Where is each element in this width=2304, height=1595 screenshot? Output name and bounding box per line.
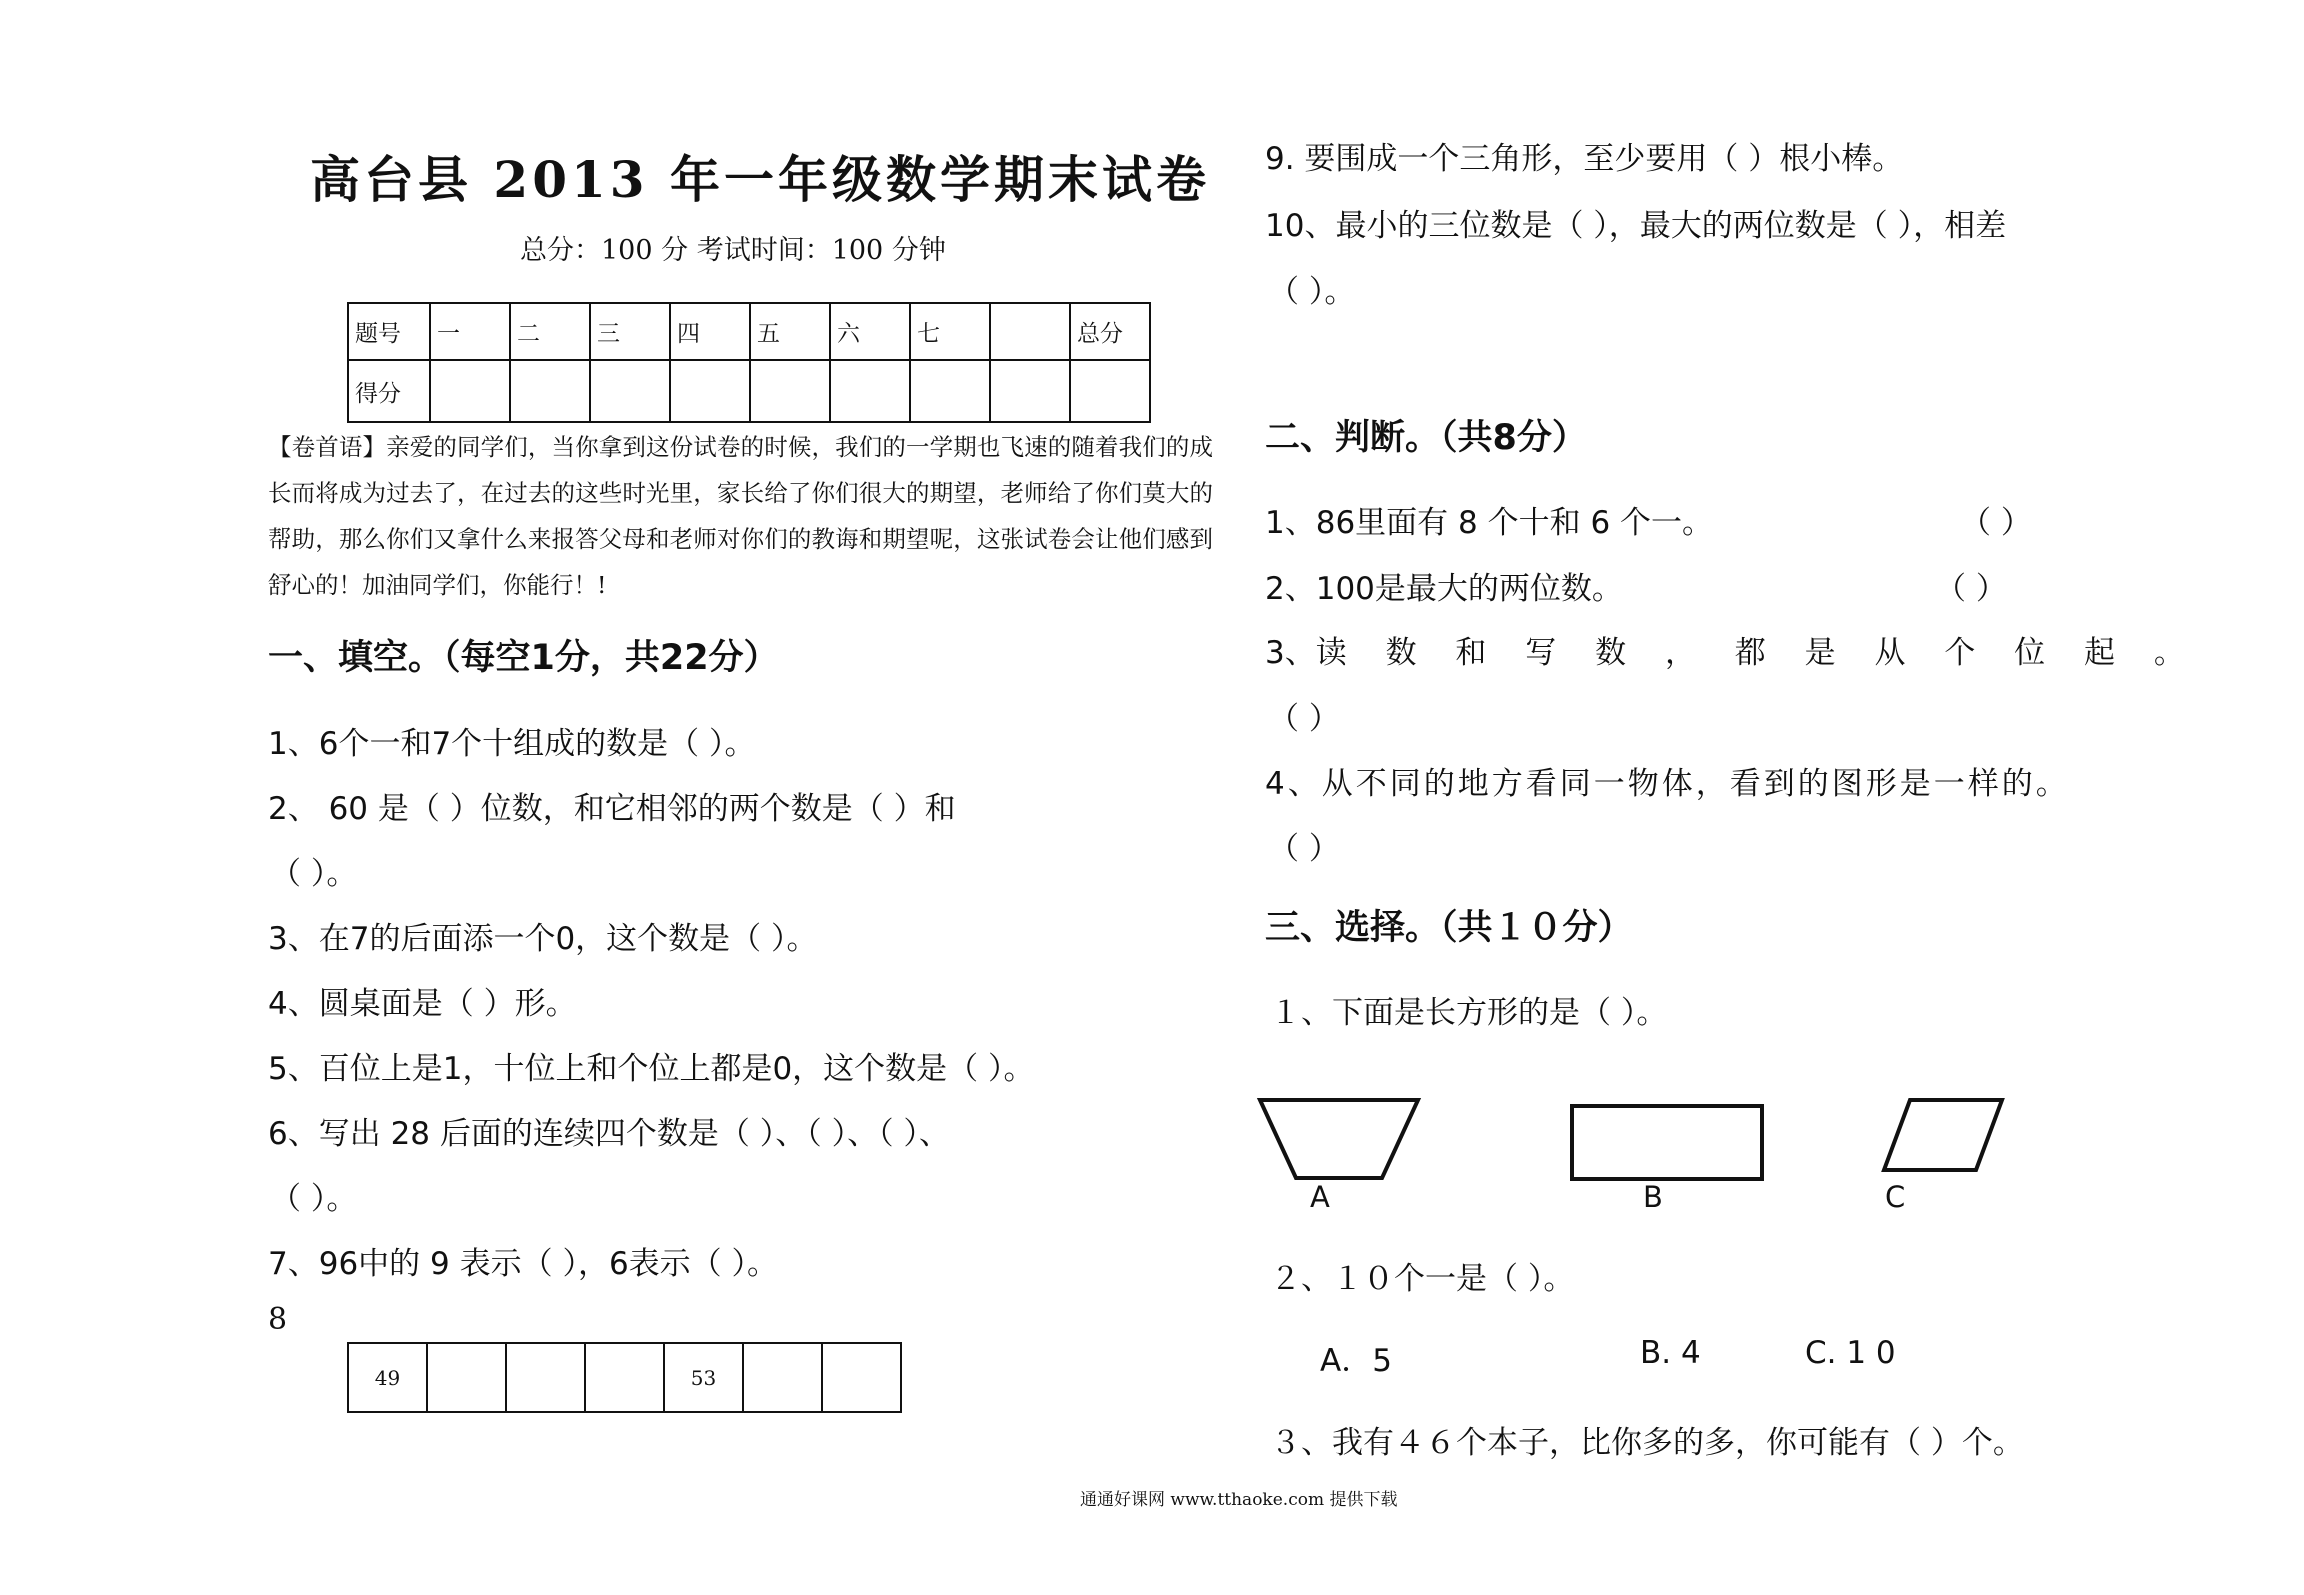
sequence-cell: 49 [348, 1343, 427, 1412]
shape-label-b: B [1643, 1180, 1663, 1214]
score-header-cell: 三 [590, 303, 670, 360]
section2-heading: 二、判断。（共8分） [1265, 418, 1587, 458]
shape-label-c: C [1885, 1180, 1906, 1214]
judge-q3-char: 3、读 [1265, 635, 1347, 671]
score-cell[interactable] [670, 360, 750, 422]
score-table-header-row [348, 303, 1150, 360]
shape-label-a: A [1310, 1180, 1330, 1214]
fill-question-2: 2、 60 是（ ）位数，和它相邻的两个数是（ ）和 [268, 791, 956, 827]
fill-question-5: 5、百位上是1，十位上和个位上都是0，这个数是（ ）。 [268, 1051, 1035, 1087]
judge-question-3-blank[interactable]: （ ） [1268, 701, 1340, 737]
judge-q3-char: 个 [1944, 635, 1976, 671]
fill-question-1: 1、6个一和7个十组成的数是（ ）。 [268, 726, 756, 762]
score-row-label: 得分 [348, 360, 430, 422]
score-header-cell [990, 303, 1070, 360]
preface-paragraph: 【卷首语】亲爱的同学们，当你拿到这份试卷的时候，我们的一学期也飞速的随着我们的成长而将成为过去了，在过去的这些时光里，家长给了你们很大的期望，老师给了你们莫大的帮助，那么你们又拿什么来报答父母和老师对你们的教诲和期望呢，这张试卷会让他们感到舒心的！加油同学们，你能行！! [268, 433, 1213, 599]
score-header-cell: 一 [430, 303, 510, 360]
fill-question-6: 6、写出 28 后面的连续四个数是（ ）、（ ）、（ ）、 [268, 1116, 950, 1152]
choice-question-3: ３、我有４６个本子，比你多的多，你可能有（ ）个。 [1270, 1425, 2024, 1461]
fill-question-10-cont: （ ）。 [1268, 274, 1356, 310]
sequence-cell[interactable] [822, 1343, 901, 1412]
sequence-cell[interactable] [743, 1343, 822, 1412]
score-header-cell: 题号 [348, 303, 430, 360]
score-cell[interactable] [830, 360, 910, 422]
judge-q3-char: 位 [2014, 635, 2046, 671]
judge-q3-char: 数 [1385, 635, 1417, 671]
fill-question-10: 10、最小的三位数是（ ），最大的两位数是（ ），相差 [1265, 208, 2007, 244]
shapes-figure [1250, 1090, 2030, 1210]
choice-option-c[interactable]: C. 1 0 [1805, 1335, 1896, 1371]
choice-question-1: １、下面是长方形的是（ ）。 [1270, 995, 1668, 1031]
judge-question-2-blank[interactable]: （ ） [1935, 571, 2007, 607]
judge-question-1: 1、86里面有 8 个十和 6 个一。 [1265, 505, 1714, 541]
fill-question-3: 3、在7的后面添一个0，这个数是（ ）。 [268, 921, 818, 957]
parallelogram-shape [1884, 1100, 2002, 1170]
choice-question-2: ２、１０个一是（ ）。 [1270, 1261, 1575, 1297]
score-header-cell: 总分 [1070, 303, 1150, 360]
trapezoid-shape [1260, 1100, 1418, 1178]
page-subtitle: 总分：100 分 考试时间：100 分钟 [520, 235, 946, 266]
score-cell[interactable] [750, 360, 830, 422]
number-sequence-table [347, 1342, 902, 1413]
sequence-cell[interactable] [506, 1343, 585, 1412]
section3-heading: 三、选择。（共１０分） [1265, 908, 1633, 948]
score-header-cell: 六 [830, 303, 910, 360]
score-table [347, 302, 1151, 423]
score-header-cell: 二 [510, 303, 590, 360]
page-footer: 通通好课网 www.tthaoke.com 提供下载 [1080, 1490, 1398, 1510]
rectangle-shape [1572, 1106, 1762, 1179]
judge-q3-char: 从 [1874, 635, 1906, 671]
fill-question-2-cont: （ ）。 [270, 856, 358, 892]
score-header-cell: 五 [750, 303, 830, 360]
sequence-cell[interactable] [427, 1343, 506, 1412]
fill-question-6-cont: （ ）。 [270, 1181, 358, 1217]
section1-heading: 一、填空。（每空1分，共22分） [268, 638, 779, 678]
fill-question-9: 9. 要围成一个三角形，至少要用（ ）根小棒。 [1265, 141, 1904, 177]
fill-question-8-label: 8 [268, 1302, 288, 1337]
judge-q3-char: 是 [1804, 635, 1836, 671]
score-cell[interactable] [910, 360, 990, 422]
judge-question-4: 4、从不同的地方看同一物体，看到的图形是一样的。 [1265, 766, 2070, 802]
score-cell[interactable] [590, 360, 670, 422]
score-cell[interactable] [510, 360, 590, 422]
score-table-score-row [348, 360, 1150, 422]
sequence-cell: 53 [664, 1343, 743, 1412]
page-title: 高台县 2013 年一年级数学期末试卷 [310, 150, 1210, 209]
judge-q3-char: 数 [1595, 635, 1627, 671]
choice-option-b[interactable]: B. 4 [1640, 1335, 1701, 1371]
score-cell[interactable] [430, 360, 510, 422]
sequence-row [348, 1343, 901, 1412]
judge-q3-char: ， [1664, 635, 1696, 671]
judge-question-4-blank[interactable]: （ ） [1268, 831, 1340, 867]
judge-question-1-blank[interactable]: （ ） [1960, 505, 2032, 541]
judge-q3-char: 和 [1455, 635, 1487, 671]
score-cell[interactable] [1070, 360, 1150, 422]
sequence-cell[interactable] [585, 1343, 664, 1412]
score-header-cell: 七 [910, 303, 990, 360]
fill-question-4: 4、圆桌面是（ ）形。 [268, 986, 577, 1022]
judge-question-2: 2、100是最大的两位数。 [1265, 571, 1623, 607]
judge-q3-char: 起 [2084, 635, 2116, 671]
fill-question-7: 7、96中的 9 表示（ ），6表示（ ）。 [268, 1246, 779, 1282]
judge-q3-char: 。 [2153, 635, 2185, 671]
judge-q3-char: 写 [1525, 635, 1557, 671]
judge-q3-char: 都 [1734, 635, 1766, 671]
score-cell[interactable] [990, 360, 1070, 422]
judge-question-3 [1265, 627, 2185, 672]
score-header-cell: 四 [670, 303, 750, 360]
choice-option-a[interactable]: A．5 [1320, 1343, 1392, 1379]
